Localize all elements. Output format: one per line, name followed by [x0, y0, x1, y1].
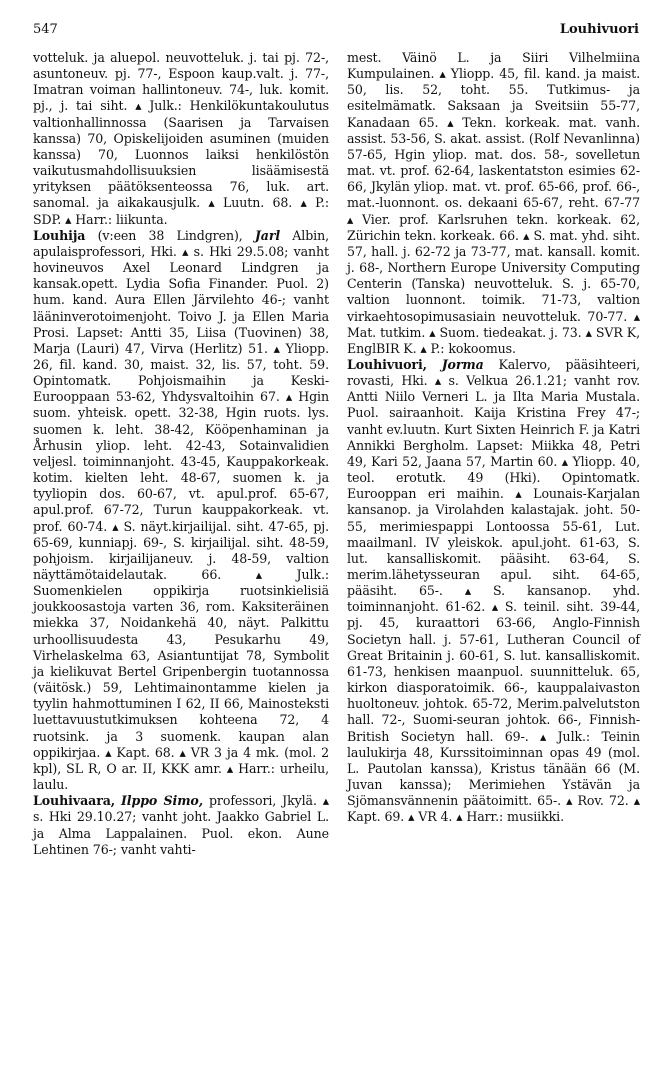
entry-headword: Louhija: [33, 227, 86, 243]
entry-headword: Louhivuori,: [347, 356, 427, 372]
right-column: [347, 50, 640, 826]
entry-given-name: Ilppo Simo,: [121, 793, 204, 809]
entry-given-name: Jarl: [254, 227, 281, 243]
running-head: Louhivuori: [559, 22, 639, 37]
left-column: [33, 50, 329, 858]
entry-text: professori, Jkylä. ▴ s. Hki 29.10.27; vanht joht. Jaakko Gabriel L. ja Alma Lappalainen. Puol. ekon. Aune Lehtinen 76-; vanht vahti-: [33, 793, 330, 857]
entry-headword: Louhivaara,: [33, 793, 116, 809]
entry-given-name: Jorma: [441, 356, 484, 372]
page-number: 547: [33, 22, 58, 37]
entry-continuation: mest. Väinö L. ja Siiri Vilhelmiina Kumpulainen. ▴ Yliopp. 45, fil. kand. ja maist. 50, lis. 52, toht. 55. Tutkimus- ja esitelmämatk. Saksaan ja Sveitsiin 55-77, Kanadaan 65. ▴ Tekn. korkeak. mat. vanh. assist. 53-56, S. akat. assist. (Rolf Nevanlinna) 57-65, Hgin yliop. mat. dos. 58-, sovelletun mat. vt. prof. 62-64, laskentatston esimies 62-66, Jkylän yliop. mat. vt. prof. 65-66, prof. 66-, mat.-luonnont. os. dekaani 65-67, reht. 67-77 ▴ Vier. prof. Karlsruhen tekn. korkeak. 62, Zürichin tekn. korkeak. 66. ▴ S. mat. yhd. siht. 57, hall. j. 62-72 ja 73-77, mat. kansall. komit. j. 68-, Northern Europe University Computing Centerin (Tanska) neuvotteluk. S. j. 65-70, valtion luonnont. toimik. 71-73, valtion virkaehtosopimusasiain neuvotteluk. 70-77. ▴ Mat. tutkim. ▴ Suom. tiedeakat. j. 73. ▴ SVR K, EnglBIR K. ▴ P.: kokoomus.: [347, 50, 640, 356]
entry-text: (v:een 38 Lindgren), Jarl Albin, apulaisprofessori, Hki. ▴ s. Hki 29.5.08; vanht hovineuvos Axel Leonard Lindgren ja kansak.opett. Lydia Sofia Finander. Puol. 2) hum. kand. Aura Ellen Järvilehto 46-; vanht lääninverotoimenjoht. Toivo J. ja Ellen Maria Prosi. Lapset: Antti 35, Liisa (Tuovinen) 38, Marja (Lauri) 47, Virva (Herlitz) 51. ▴ Yliopp. 26, fil. kand. 30, maist. 32, lis. 57, toht. 59. Opintomatk. Pohjoismaihin ja Keski-Eurooppaan 53-62, Yhdysvaltoihin 67. ▴ Hgin suom. yhteisk. opett. 32-38, Hgin ruots. lys. suomen k. leht. 38-42, Kööpenhaminan ja Århusin yliop. leht. 42-43, Sotainvalidien veljesl. toiminnanjoht. 43-45, Kauppakorkeak. kotim. kielten leht. 48-67, suomen k. ja tyyliopin dos. 60-67, vt. apul.prof. 65-67, apul.prof. 67-72, Turun kauppakorkeak. vt. prof. 60-74. ▴ S. näyt.kirjailijal. siht. 47-65, pj. 65-69, kunniapj. 69-, S. kirjailijal. siht. 48-59, pohjoism. kirjailijaneuv. j. 48-59, valtion näyttämötaidelautak. 66. ▴ Julk.: Suomenkielen oppikirja ruotsinkielisiä joukkoosastoja varten 36, rom. Kaksiteräinen miekka 37, Noidankehä 40, näyt. Palkittu urhoollisuudesta 43, Pesukarhu 49, Virhelaskelma 63, Asiantuntijat 78, Symbolit ja kielikuvat Bertel Gripenbergin tuotannossa (väitösk.) 59, Lehtimainontamme kielen ja tyylin hahmottuminen I 62, II 66, Mainosteksti luettavuustutkimuksen kohteena 72, 4 ruotsink. ja 3 suomenk. kaupan alan oppikirjaa. ▴ Kapt. 68. ▴ VR 3 ja 4 mk. (mol. 2 kpl), SL R, O ar. II, KKK amr. ▴ Harr.: urheilu, laulu.: [33, 227, 329, 793]
entry-continuation: votteluk. ja aluepol. neuvotteluk. j. tai pj. 72-, asuntoneuv. pj. 77-, Espoon kaup.valt. j. 77-, Imatran voiman hallintoneuv. 74-, luk. komit. pj., j. tai siht. ▴ Julk.: Henkilökuntakoulutus valtionhallinnossa (Saarisen ja Tarvaisen kanssa) 70, Opiskelijoiden asuminen (muiden kanssa) 70, Luonnos laiksi henkilöstön vaikutusmahdollisuuksien lisäämisestä yrityksen päätöksenteossa 76, luk. art. sanomal. ja aikakausjulk. ▴ Luutn. 68. ▴ P.: SDP. ▴ Harr.: liikunta.: [33, 50, 329, 227]
entry-louhivaara: [33, 793, 329, 858]
entry-text: Kalervo, pääsihteeri, rovasti, Hki. ▴ s. Velkua 26.1.21; vanht rov. Antti Niilo Verneri L. ja Ilta Maria Mustala. Puol. sairaanhoit. Kaija Kristina Frey 47-; vanht ev.luutn. Kurt Sixten Heinrich F. ja Katri Annikki Bergholm. Lapset: Miikka 48, Petri 49, Kari 52, Jaana 57, Martin 60. ▴ Yliopp. 40, teol. erotutk. 49 (Hki). Opintomatk. Eurooppan eri maihin. ▴ Lounais-Karjalan kansanop. ja Virolahden kalastajak. joht. 50-55, merimiespappi Lontoossa 55-61, Lut. maailmanl. IV yleiskok. apul.joht. 61-63, S. lut. kansalliskomit. pääsiht. 63-64, S. merim.lähetysseuran apul. siht. 64-65, pääsiht. 65-. ▴ S. kansanop. yhd. toiminnanjoht. 61-62. ▴ S. teinil. siht. 39-44, pj. 45, kuraattori 63-66, Anglo-Finnish Societyn hall. j. 57-61, Lutheran Council of Great Britainin j. 60-61, S. lut. kansalliskomit. 61-73, henkisen maanpuol. suunnitteluk. 65, kirkon diasporatoimik. 66-, kauppalaivaston huoltoneuv. johtok. 65-72, Merim.palvelutston hall. 72-, Suomi-seuran johtok. 66-, Finnish-British Societyn hall. 69-. ▴ Julk.: Teinin laulukirja 48, Kurssitoiminnan opas 49 (mol. L. Pautolan kanssa), Kristus tänään 66 (M. Juvan kanssa); Merimiehen Ystävän ja Sjömansvännenin päätoimitt. 65-. ▴ Rov. 72. ▴ Kapt. 69. ▴ VR 4. ▴ Harr.: musiikki.: [347, 356, 641, 825]
entry-louhija: [33, 228, 329, 793]
entry-louhivuori: [347, 357, 640, 826]
